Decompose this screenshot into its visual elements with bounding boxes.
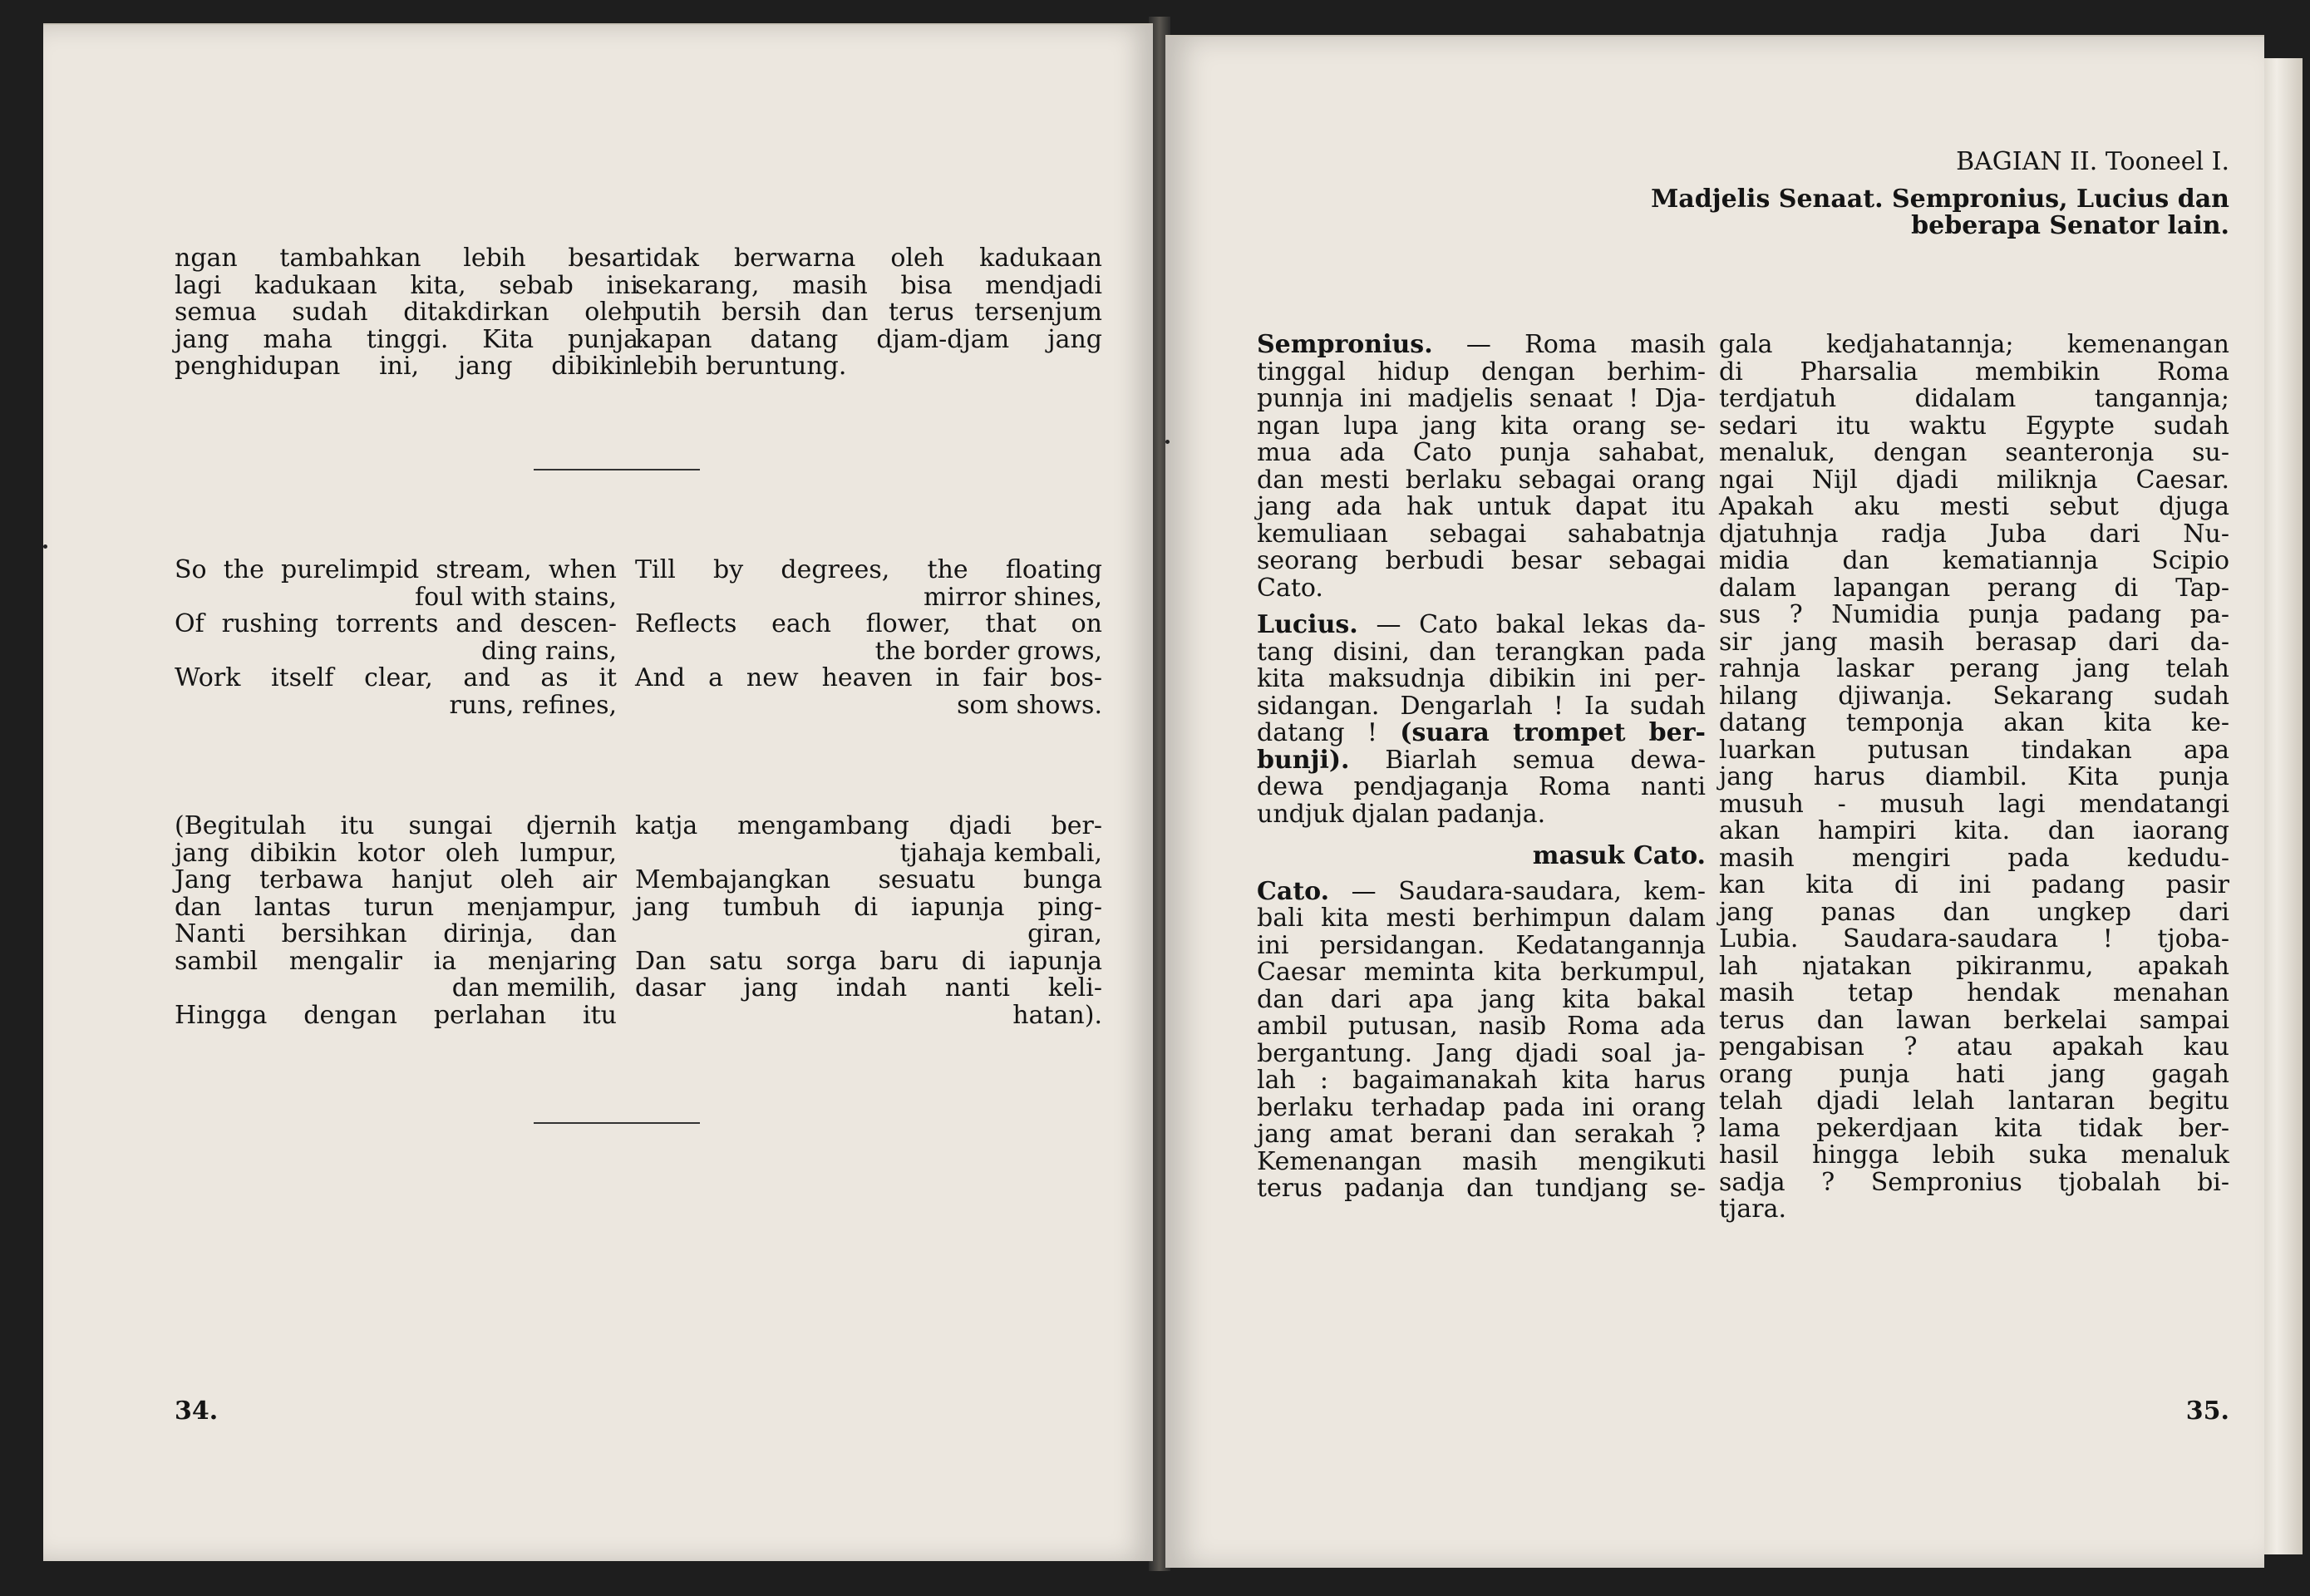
text-line: kan kita di ini padang pasir [1719,870,2229,899]
text-line: jang amat berani dan serakah ? [1257,1120,1706,1149]
text-line: seorang berbudi besar sebagai [1257,546,1706,575]
text-line: jang ada hak untuk dapat itu [1257,492,1706,521]
verse-line: jang dibikin kotor oleh lumpur, [175,838,617,868]
text-line: sadja ? Sempronius tjobalah bi- [1719,1167,2229,1197]
verse-line: hatan). [1012,1000,1102,1030]
text-line: tinggal hidup dengan berhim- [1257,357,1706,387]
text-line: masih mengiri pada kedudu- [1719,843,2229,873]
poem-indonesian-right [635,813,1102,1029]
speaker-name: Lucius. [1257,610,1358,639]
right-page [1165,35,2264,1568]
text-line: jang panas dan ungkep dari [1719,897,2229,927]
page-edge-stack [2259,58,2303,1554]
text-line: dalam lapangan perang di Tap- [1719,573,2229,603]
text-line: Caesar meminta kita berkumpul, [1257,958,1706,987]
text-line: telah djadi lelah lantaran begitu [1719,1086,2229,1116]
text-line: Lubia. Saudara-saudara ! tjoba- [1719,924,2229,953]
verse-line: So the purelimpid stream, when [175,555,617,584]
text-line: orang punja hati jang gagah [1719,1059,2229,1089]
stage-direction: (suara trompet ber- [1400,718,1707,747]
page-number: 34. [175,1396,219,1426]
verse-line: Jang terbawa hanjut oleh air [175,865,617,894]
text-line: tjara. [1719,1195,1787,1224]
page-number: 35. [2185,1396,2229,1426]
text-line: sedari itu waktu Egypte sudah [1719,411,2229,441]
verse-line: Of rushing torrents and descen- [175,609,617,638]
text-line: semua sudah ditakdirkan oleh [175,298,638,327]
text-fragment: — Roma masih [1465,330,1706,359]
verse-line: Reflects each flower, that on [635,609,1102,638]
text-line: ngan tambahkan lebih besar [175,244,638,273]
verse-line: tjahaja kembali, [899,838,1102,868]
text-line: datang temponja akan kita ke- [1719,708,2229,737]
scene-setting: beberapa Senator lain. [1911,211,2229,240]
speaker-name: Cato. [1257,876,1330,906]
text-line: punnja ini madjelis senaat ! Dja- [1257,384,1706,413]
text-line: dan mesti berlaku sebagai orang [1257,465,1706,495]
text-line [1257,612,1706,639]
text-line: kemuliaan sebagai sahabatnja [1257,519,1706,549]
text-line [1257,332,1706,359]
text-line: penghidupan ini, jang dibikin [175,352,638,381]
text-fragment: — Saudara-saudara, kem- [1351,876,1706,906]
margin-mark [1165,440,1170,444]
text-line: kapan datang djam-djam jang [635,324,1102,354]
margin-mark [43,544,47,549]
text-line: jang maha tinggi. Kita punja [175,324,638,354]
text-line: lah njatakan pikiranmu, apakah [1719,951,2229,981]
speaker-name: Sempronius. [1257,330,1433,359]
text-line: tang disini, dan terangkan pada [1257,637,1706,667]
poem-english-right [635,557,1102,719]
text-line: lah : bagaimanakah kita harus [1257,1066,1706,1095]
text-line: akan hampiri kita. dan iaorang [1719,816,2229,845]
verse-line: runs, refines, [449,690,617,720]
dialogue-column-1 [1257,332,1706,1203]
text-line: hilang djiwanja. Sekarang sudah [1719,681,2229,711]
left-page [43,23,1153,1561]
text-line: mua ada Cato punja sahabat, [1257,438,1706,467]
text-line: hasil hingga lebih suka menaluk [1719,1140,2229,1170]
text-line: Cato. [1257,573,1323,603]
text-line: sus ? Numidia punja padang pa- [1719,600,2229,629]
text-line: Kemenangan masih mengikuti [1257,1146,1706,1176]
text-line: bergantung. Jang djadi soal ja- [1257,1038,1706,1068]
verse-line: dan lantas turun menjampur, [175,892,617,922]
text-fragment: Biarlah semua dewa- [1385,745,1706,775]
text-line: lama pekerdjaan kita tidak ber- [1719,1113,2229,1143]
text-line: terdjatuh didalam tangannja; [1719,384,2229,413]
text-line [1257,876,1706,906]
verse-line: ding rains, [481,636,617,666]
verse-line: sambil mengalir ia menjaring [175,946,617,976]
verse-line: Hingga dengan perlahan itu [175,1000,617,1030]
text-fragment: datang ! [1257,718,1377,747]
verse-line: Nanti bersihkan dirinja, dan [175,919,617,948]
text-line: sir jang masih berasap dari da- [1719,627,2229,657]
verse-line: Dan satu sorga baru di iapunja [635,946,1102,976]
text-line: berlaku terhadap pada ini orang [1257,1092,1706,1122]
text-line: sekarang, masih bisa mendjadi [635,270,1102,300]
verse-line: jang tumbuh di iapunja ping- [635,892,1102,922]
verse-line: dasar jang indah nanti keli- [635,973,1102,1002]
text-line: ngai Nijl djadi miliknja Caesar. [1719,465,2229,495]
text-line [1257,747,1706,775]
scene-setting: Madjelis Senaat. Sempronius, Lucius dan [1651,185,2229,214]
poem-indonesian-left [175,813,617,1029]
verse-line: mirror shines, [924,582,1102,612]
verse-line: foul with stains, [415,582,617,612]
text-line: putih bersih dan terus tersenjum [635,298,1102,327]
divider-rule [534,469,700,470]
text-line: lebih beruntung. [635,352,847,381]
text-line: dan dari apa jang kita bakal [1257,984,1706,1014]
verse-line: Work itself clear, and as it [175,663,617,692]
poem-english-left [175,557,617,719]
text-line: Apakah aku mesti sebut djuga [1719,492,2229,521]
text-line: gala kedjahatannja; kemenangan [1719,330,2229,359]
text-line: kita maksudnja dibikin ini per- [1257,664,1706,693]
text-line: sidangan. Dengarlah ! Ia sudah [1257,691,1706,721]
text-line: ini persidangan. Kedatangannja [1257,930,1706,960]
text-line: masih tetap hendak menahan [1719,978,2229,1007]
verse-line: And a new heaven in fair bos- [635,663,1102,692]
text-line: terus padanja dan tundjang se- [1257,1174,1706,1203]
text-line: undjuk djalan padanja. [1257,799,1546,829]
text-line: ngan lupa jang kita orang se- [1257,411,1706,441]
text-line: midia dan kematiannja Scipio [1719,546,2229,575]
text-line: menaluk, dengan seanteronja su- [1719,438,2229,467]
verse-line: (Begitulah itu sungai djernih [175,811,617,840]
text-line: bali kita mesti berhimpun dalam [1257,904,1706,933]
text-line: ambil putusan, nasib Roma ada [1257,1012,1706,1041]
text-line: pengabisan ? atau apakah kau [1719,1032,2229,1062]
text-line: djatuhnja radja Juba dari Nu- [1719,519,2229,549]
text-line: jang harus diambil. Kita punja [1719,762,2229,791]
verse-line: dan memilih, [451,973,617,1002]
verse-line: Till by degrees, the floating [635,555,1102,584]
text-line: luarkan putusan tindakan apa [1719,735,2229,765]
text-line: di Pharsalia membikin Roma [1719,357,2229,387]
prose-column-right [635,245,1102,381]
text-fragment: — Cato bakal lekas da- [1376,610,1706,639]
text-line: terus dan lawan berkelai sampai [1719,1005,2229,1035]
section-heading: BAGIAN II. Tooneel I. [1956,147,2229,176]
divider-rule [534,1122,700,1124]
dialogue-column-2 [1719,332,2229,1224]
text-line: tidak berwarna oleh kadukaan [635,244,1102,273]
text-line: dewa pendjaganja Roma nanti [1257,772,1706,801]
verse-line: giran, [1027,919,1102,948]
verse-line: katja mengambang djadi ber- [635,811,1102,840]
stage-direction: masuk Cato. [1532,841,1706,870]
stage-direction: bunji). [1257,745,1350,775]
text-line: lagi kadukaan kita, sebab ini [175,270,638,300]
text-line: musuh - musuh lagi mendatangi [1719,789,2229,819]
verse-line: som shows. [957,690,1102,720]
verse-line: the border grows, [874,636,1102,666]
verse-line: Membajangkan sesuatu bunga [635,865,1102,894]
prose-column-left [175,245,638,381]
text-line: rahnja laskar perang jang telah [1719,654,2229,683]
text-line [1257,720,1706,747]
